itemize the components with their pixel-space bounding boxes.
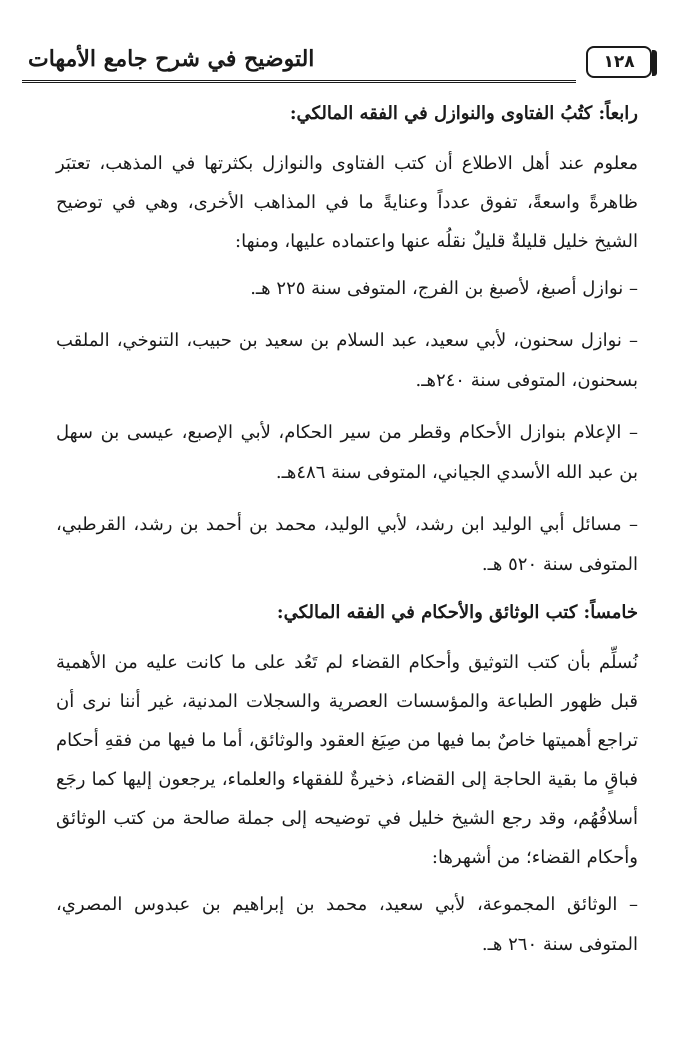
section-intro-fatawa: معلوم عند أهل الاطلاع أن كتب الفتاوى والنوازل بكثرتها في المذهب، تعتبَر ظاهرةً واسعةً، تفوق عدداً وعنايةً ما في المذاهب الأخرى، وهي في توضيح الشيخ خليل قليلةٌ قليلٌ نقلُه عنها واعتماده عليها، ومنها: xyxy=(56,153,638,252)
list-item: – نوازل أصبغ، لأصبغ بن الفرج، المتوفى سنة ٢٢٥ هـ. xyxy=(250,278,638,299)
section-heading-fatawa: رابعاً: كتُبُ الفتاوى والنوازل في الفقه المالكي: xyxy=(289,103,638,124)
header-rule xyxy=(22,80,576,83)
page-header xyxy=(22,38,652,88)
page-content xyxy=(56,98,638,977)
page-number: ١٢٨ xyxy=(586,46,652,78)
list-item: – مسائل أبي الوليد ابن رشد، لأبي الوليد، محمد بن أحمد بن رشد، القرطبي، المتوفى سنة ٥٢٠ هـ. xyxy=(56,514,638,575)
section-intro-wathaiq: نُسلِّم بأن كتب التوثيق وأحكام القضاء لم تَعُد على ما كانت عليه من الأهمية قبل ظهور الطباعة والمؤسسات العصرية والسجلات المدنية، غير أننا نرى أن تراجع أهميتها خاصٌ بما فيها من صِيَغ العقود والوثائق، أما ما فيها من فقهِ أحكام فباقٍ ما بقية الحاجة إلى القضاء، ذخيرةٌ للفقهاء والعلماء، يرجعون إليها كما رجَع أسلافُهُم، وقد رجع الشيخ خليل في توضيحه إلى جملة صالحة من كتب الوثائق وأحكام القضاء؛ من أشهرها: xyxy=(56,652,638,868)
list-item: – الوثائق المجموعة، لأبي سعيد، محمد بن إبراهيم بن عبدوس المصري، المتوفى سنة ٢٦٠ هـ. xyxy=(56,894,638,955)
list-item: – نوازل سحنون، لأبي سعيد، عبد السلام بن سعيد بن حبيب، التنوخي، الملقب بسحنون، المتوفى سنة ٢٤٠هـ. xyxy=(56,330,638,391)
running-title: التوضيح في شرح جامع الأمهات xyxy=(28,46,315,72)
section-heading-wathaiq: خامساً: كتب الوثائق والأحكام في الفقه المالكي: xyxy=(276,602,638,623)
list-item: – الإعلام بنوازل الأحكام وقطر من سير الحكام، لأبي الإصبع، عيسى بن سهل بن عبد الله الأسدي الجياني، المتوفى سنة ٤٨٦هـ. xyxy=(56,422,638,483)
